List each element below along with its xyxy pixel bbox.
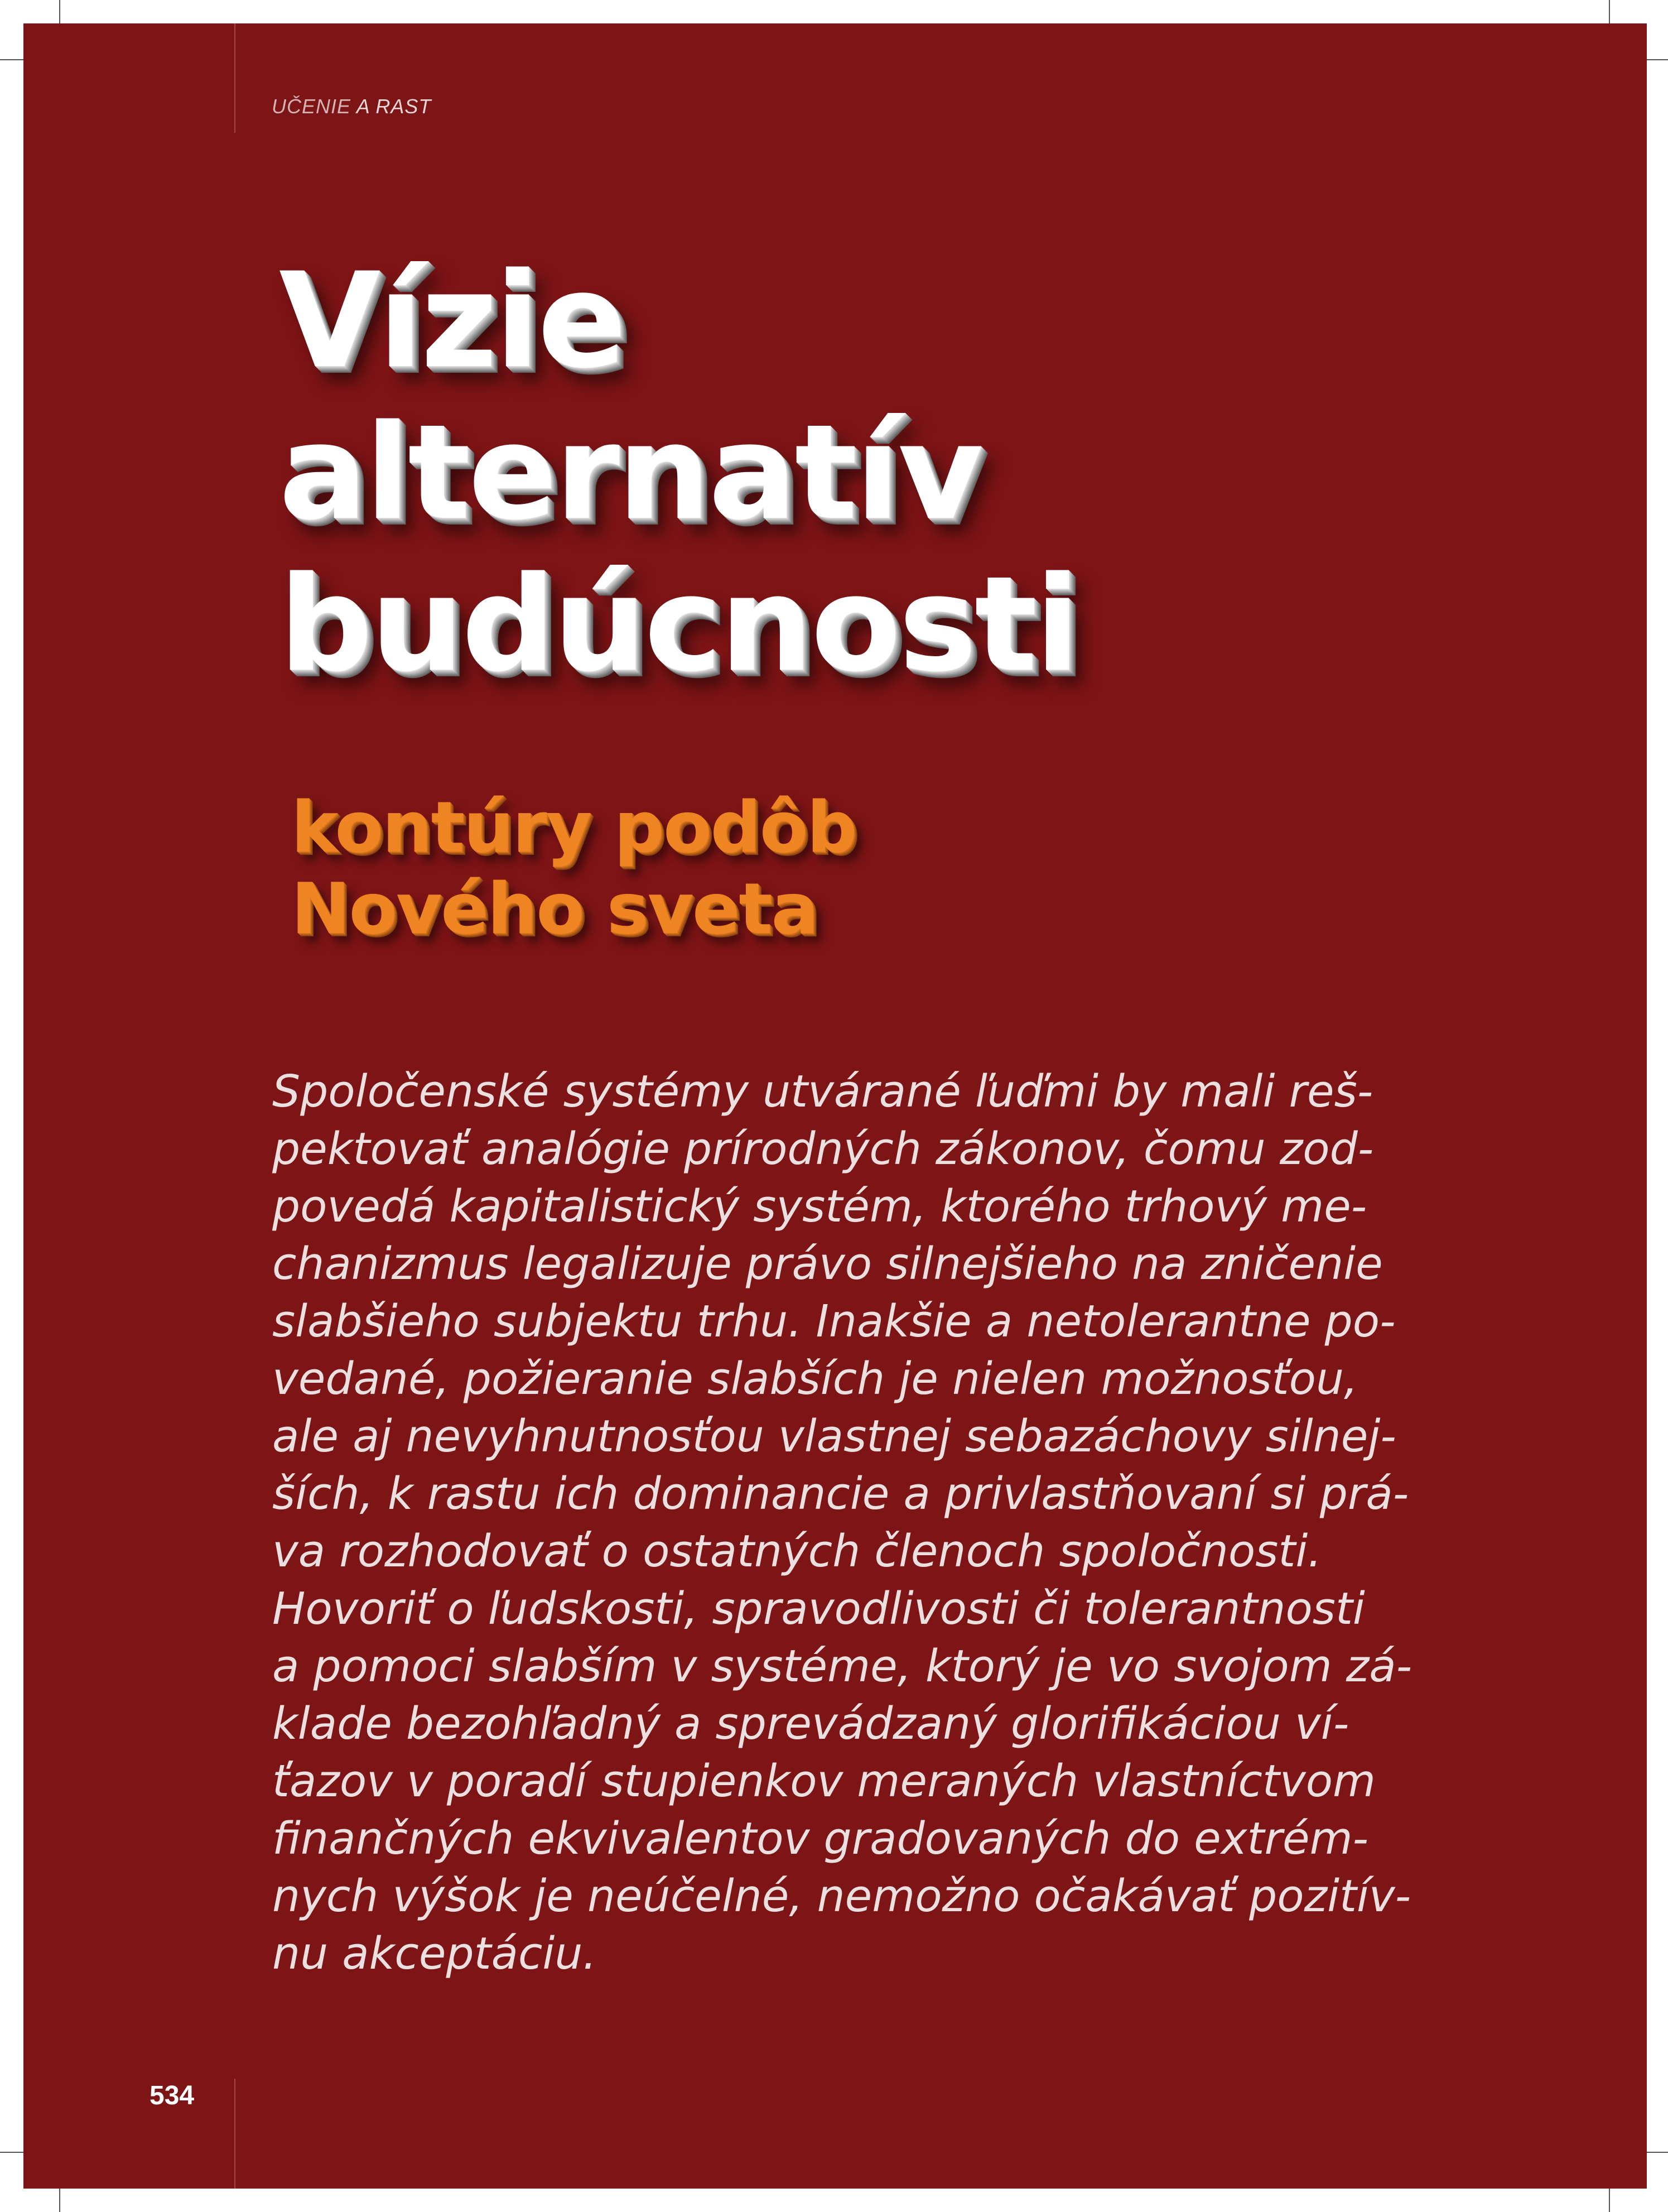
subtitle-line-1: kontúry podôb [291,786,856,868]
intro-paragraph: Spoločenské systémy utvárané ľuďmi by mali reš- pektovať analógie prírodných zákonov, čomu zod- povedá kapitalistický systém, ktorého trhový me- chanizmus legalizuje právo silnejšieho na zničenie slabšieho subjektu trhu. Inakšie a netolerantne po- vedané, požieranie slabších je nielen možnosťou, ale aj nevyhnutnosťou vlastnej sebazáchovy silnej- ších, k rastu ich dominancie a privlastňovaní si prá- va rozhodovať o ostatných členoch spoločnosti. Hovoriť o ľudskosti, spravodlivosti či tolerantnosti a pomoci slabším v systéme, ktorý je vo svojom zá- klade bezohľadný a sprevádzaný glorifikáciou ví- ťazov v poradí stupienkov meraných vlastníctvom finančných ekvivalentov gradovaných do extrém- nych výšok je neúčelné, nemožno očakávať pozitív- nu akceptáciu. [272,1066,1413,1979]
title-line-1: Vízie [279,245,625,397]
crop-mark-bottom-right-h [1647,2152,1668,2153]
running-head-section: UČENIE [272,95,351,118]
crop-mark-bottom-right-v [1609,2189,1610,2212]
running-head [272,95,431,118]
article-subtitle [291,787,1518,950]
crop-mark-top-left-v [59,0,60,23]
subtitle-line-2: Nového sveta [291,868,818,950]
crop-mark-bottom-left-v [59,2189,60,2212]
crop-mark-top-left-h [0,59,23,60]
margin-rule-bottom [234,2079,235,2189]
running-head-subsection: A RAST [351,95,432,118]
crop-mark-top-right-h [1647,59,1668,60]
page-number: 534 [150,2081,195,2110]
title-line-2: alternatív [279,397,981,549]
margin-rule-top [234,23,235,133]
article-title [279,246,1562,701]
crop-mark-top-right-v [1609,0,1610,23]
title-line-3: budúcnosti [279,549,1078,701]
crop-mark-bottom-left-h [0,2152,23,2153]
